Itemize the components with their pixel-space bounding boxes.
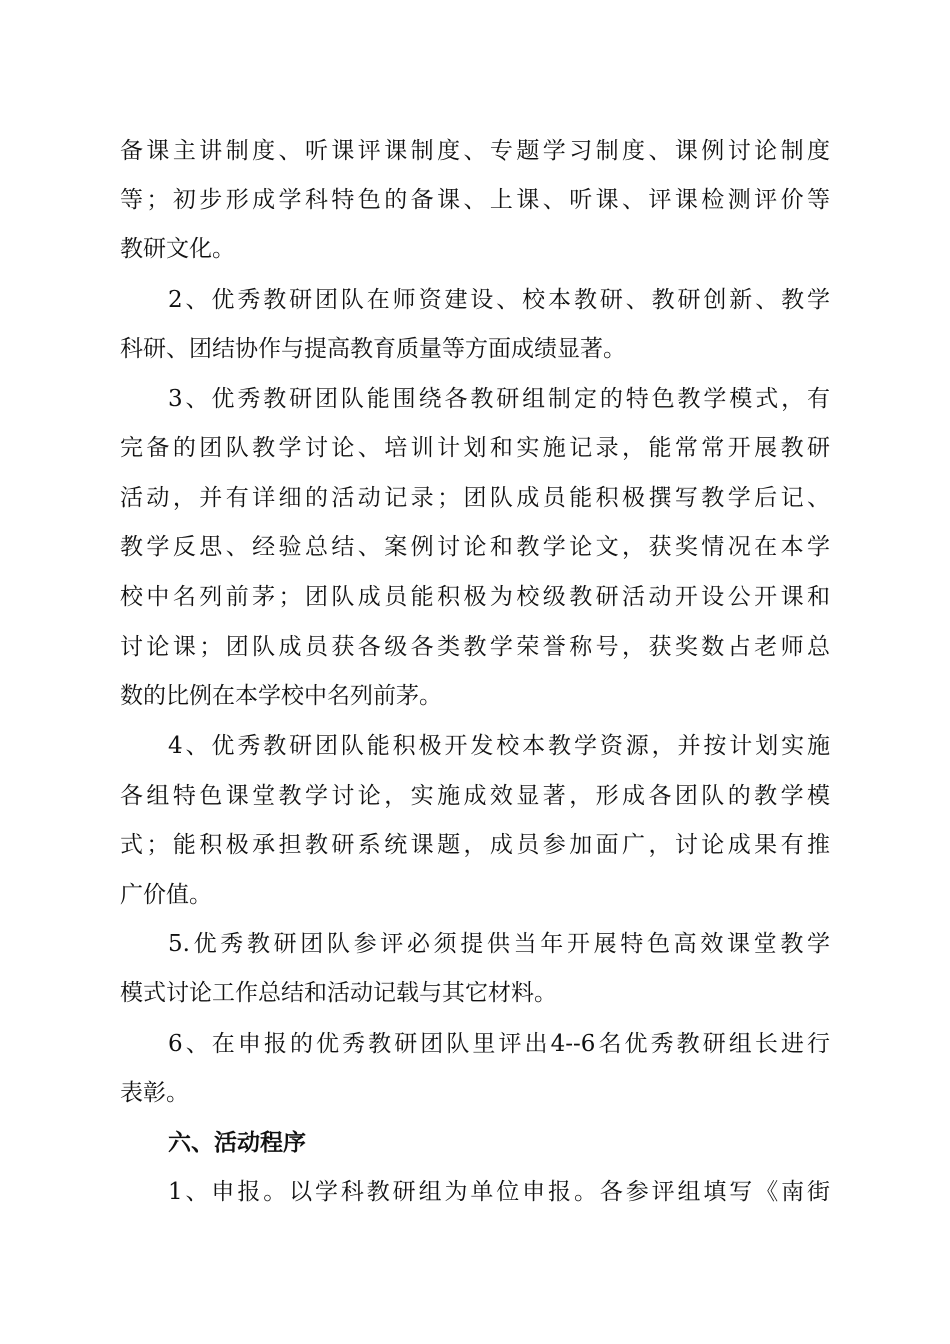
text-line-5: 科研、团结协作与提高教育质量等方面成绩显著。 (120, 336, 626, 362)
text-line-8: 活动，并有详细的活动记录；团队成员能积极撰写教学后记、 (120, 485, 830, 511)
text-line-12: 数的比例在本学校中名列前茅。 (120, 683, 442, 709)
text-line-18: 模式讨论工作总结和活动记载与其它材料。 (120, 980, 557, 1006)
text-line-19: 6、在申报的优秀教研团队里评出4--6名优秀教研组长进行 (168, 1031, 830, 1057)
text-line-10: 校中名列前茅；团队成员能积极为校级教研活动开设公开课和 (120, 584, 830, 610)
text-line-16: 广价值。 (120, 882, 212, 908)
text-line-13: 4、优秀教研团队能积极开发校本教学资源，并按计划实施 (168, 733, 830, 759)
text-line-7: 完备的团队教学讨论、培训计划和实施记录，能常常开展教研 (120, 435, 830, 461)
text-line-11: 讨论课；团队成员获各级各类教学荣誉称号，获奖数占老师总 (120, 634, 830, 660)
text-line-15: 式；能积极承担教研系统课题，成员参加面广，讨论成果有推 (120, 832, 830, 858)
text-line-1: 备课主讲制度、听课评课制度、专题学习制度、课例讨论制度 (120, 138, 830, 164)
text-line-9: 教学反思、经验总结、案例讨论和教学论文，获奖情况在本学 (120, 534, 830, 560)
text-line-4: 2、优秀教研团队在师资建设、校本教研、教研创新、教学 (168, 287, 830, 313)
text-line-22: 1、申报。以学科教研组为单位申报。各参评组填写《南街 (168, 1179, 830, 1205)
text-line-2: 等；初步形成学科特色的备课、上课、听课、评课检测评价等 (120, 187, 830, 213)
text-line-14: 各组特色课堂教学讨论，实施成效显著，形成各团队的教学模 (120, 783, 830, 809)
section-heading: 六、活动程序 (168, 1129, 306, 1156)
text-line-17: 5.优秀教研团队参评必须提供当年开展特色高效课堂教学 (168, 931, 830, 957)
text-line-3: 教研文化。 (120, 236, 235, 262)
text-line-20: 表彰。 (120, 1080, 189, 1106)
text-line-6: 3、优秀教研团队能围绕各教研组制定的特色教学模式，有 (168, 386, 830, 412)
